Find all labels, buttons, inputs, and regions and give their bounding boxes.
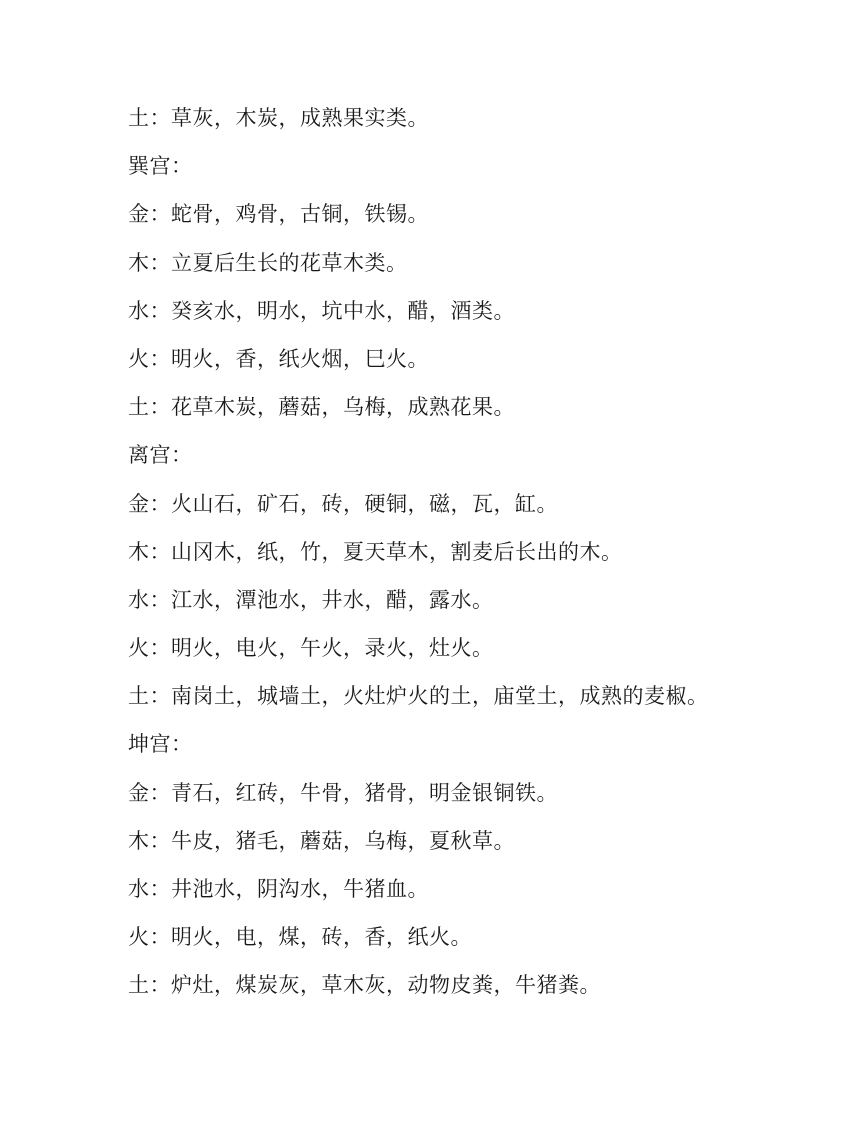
section-heading-xun: 巽宫：: [128, 154, 193, 179]
text-line: 金：蛇骨，鸡骨，古铜，铁锡。: [128, 202, 429, 227]
text-line: 火：明火，电火，午火，录火，灶火。: [128, 636, 494, 661]
text-line: 木：山冈木，纸，竹，夏天草木，割麦后长出的木。: [128, 539, 623, 564]
section-heading-li: 离宫：: [128, 443, 193, 468]
text-line: 水：癸亥水，明水，坑中水，醋，酒类。: [128, 298, 515, 323]
text-line: 土：草灰，木炭，成熟果实类。: [128, 106, 429, 130]
text-line: 土：南岗土，城墙土，火灶炉火的土，庙堂土，成熟的麦椒。: [128, 684, 709, 709]
text-line: 金：火山石，矿石，砖，硬铜，磁，瓦，缸。: [128, 491, 558, 516]
text-line: 土：花草木炭，蘑菇，乌梅，成熟花果。: [128, 395, 515, 420]
text-line: 火：明火，香，纸火烟，巳火。: [128, 346, 429, 371]
text-line: 木：立夏后生长的花草木类。: [128, 250, 408, 275]
section-heading-kun: 坤宫：: [128, 732, 193, 757]
text-line: 水：井池水，阴沟水，牛猪血。: [128, 877, 429, 901]
text-line: 水：江水，潭池水，井水，醋，露水。: [128, 587, 494, 612]
text-line: 金：青石，红砖，牛骨，猪骨，明金银铜铁。: [128, 780, 558, 805]
text-line: 火：明火，电，煤，砖，香，纸火。: [128, 925, 472, 950]
text-line: 木：牛皮，猪毛，蘑菇，乌梅，夏秋草。: [128, 828, 515, 853]
text-line: 土：炉灶，煤炭灰，草木灰，动物皮粪，牛猪粪。: [128, 973, 601, 998]
document-body: [128, 94, 788, 1010]
